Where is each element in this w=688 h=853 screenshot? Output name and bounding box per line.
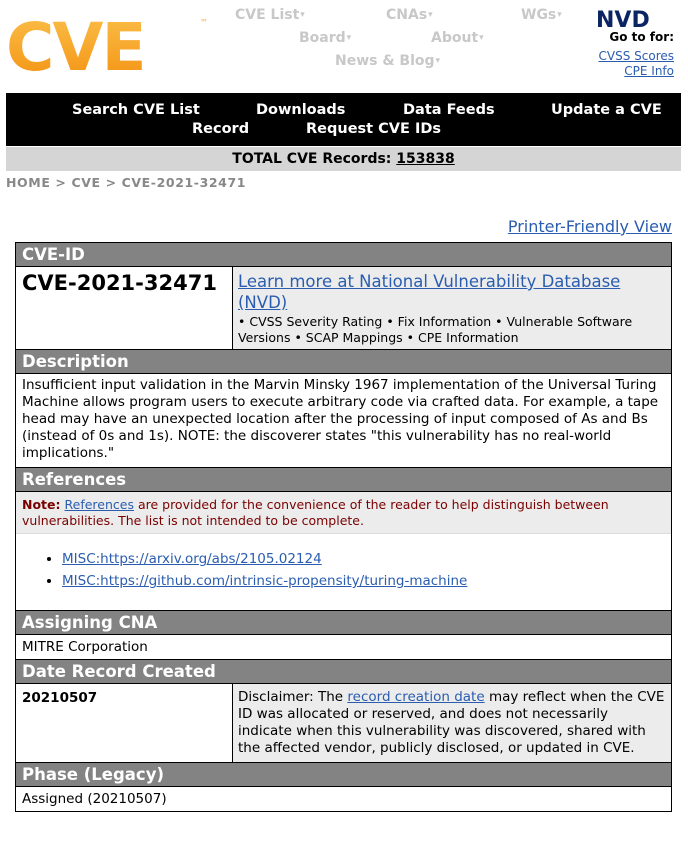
section-header-references: References (16, 468, 671, 492)
trademark-symbol: ™ (200, 18, 208, 27)
cve-id-value: CVE-2021-32471 (16, 267, 233, 349)
section-header-assigning-cna: Assigning CNA (16, 611, 671, 635)
nav-board[interactable]: Board▾ (299, 30, 352, 46)
chevron-down-icon: ▾ (479, 33, 484, 43)
list-item (62, 570, 665, 592)
references-list (22, 548, 665, 592)
phase-value: Assigned (20210507) (22, 791, 167, 807)
nav-wgs[interactable]: WGs▾ (521, 7, 562, 23)
section-header-date-created: Date Record Created (16, 660, 671, 684)
cve-logo-text: CVE (6, 18, 145, 74)
nvd-logo[interactable] (596, 7, 676, 29)
assigning-cna-row (16, 635, 671, 660)
nav-update-a-cve[interactable]: Update a CVE (551, 102, 662, 118)
total-records-count[interactable]: 153838 (396, 151, 455, 167)
date-disclaimer (233, 684, 671, 762)
reference-link[interactable]: MISC:https://github.com/intrinsic-propensity/turing-machine (62, 573, 468, 589)
nav-cve-list[interactable]: CVE List▾ (235, 7, 305, 23)
list-item (62, 548, 665, 570)
breadcrumb-current: CVE-2021-32471 (121, 175, 247, 190)
reference-link[interactable]: MISC:https://arxiv.org/abs/2105.02124 (62, 551, 322, 567)
cve-record-table (15, 242, 672, 812)
total-records-bar (6, 147, 681, 171)
nav-data-feeds[interactable]: Data Feeds (403, 102, 495, 118)
cve-logo[interactable] (6, 18, 212, 74)
section-header-description: Description (16, 350, 671, 374)
nav-news-blog[interactable]: News & Blog▾ (335, 53, 441, 69)
record-creation-date-link[interactable]: record creation date (347, 689, 485, 705)
chevron-down-icon: ▾ (557, 10, 562, 20)
references-list-container (16, 534, 671, 610)
cvss-scores-link[interactable]: CVSS Scores (598, 49, 674, 63)
assigning-cna-value: MITRE Corporation (22, 639, 148, 655)
printer-friendly-link[interactable]: Printer-Friendly View (507, 217, 672, 236)
total-records-label: TOTAL CVE Records: (232, 151, 392, 167)
cpe-info-link[interactable]: CPE Info (624, 64, 674, 78)
date-created-row (16, 684, 671, 763)
chevron-down-icon: ▾ (428, 10, 433, 20)
references-note (16, 492, 671, 534)
chevron-down-icon: ▾ (435, 56, 441, 66)
disclaimer-suffix: may reflect when the CVE ID was allocated or reserved, and does not necessarily indicate when this vulnerability was discovered, shared with the affected vendor, publicly disclosed, or updated in CVE. (238, 689, 665, 756)
main-nav-bar (6, 93, 681, 146)
section-header-cve-id: CVE-ID (16, 243, 671, 267)
nav-search-cve-list[interactable]: Search CVE List (72, 102, 200, 118)
section-header-phase: Phase (Legacy) (16, 763, 671, 787)
chevron-down-icon: ▾ (346, 33, 352, 43)
note-label: Note: (22, 497, 61, 512)
nav-update-a-cve-record[interactable]: Record (192, 121, 250, 137)
nvd-learn-more-link[interactable]: Learn more at National Vulnerability Database (NVD) (238, 272, 621, 312)
nvd-goto-label: Go to for: (609, 30, 674, 44)
note-text: are provided for the convenience of the reader to help distinguish between vulnerabilities. The list is not intended to be complete. (22, 497, 609, 528)
breadcrumb-home[interactable]: HOME (6, 175, 51, 190)
nav-about[interactable]: About▾ (431, 30, 484, 46)
nvd-logo-text: NVD (596, 8, 650, 29)
disclaimer-prefix: Disclaimer: The (238, 689, 348, 705)
description-row (16, 374, 671, 468)
nav-request-cve-ids[interactable]: Request CVE IDs (306, 121, 442, 137)
nvd-feature-list: • CVSS Severity Rating • Fix Information • Vulnerable Software Versions • SCAP Mappings • CPE Information (238, 314, 633, 345)
breadcrumb-separator: > (105, 175, 117, 190)
breadcrumb-cve[interactable]: CVE (71, 175, 101, 190)
description-text: Insufficient input validation in the Marvin Minsky 1967 implementation of the Universal Turing Machine allows program users to execute arbitrary code via crafted data. For example, a tape head may have an unexpected location after the processing of input composed of As and Bs (instead of 0s and 1s). NOTE: the discoverer states "this vulnerability has no real-world implications." (22, 377, 659, 461)
references-help-link[interactable]: References (64, 497, 134, 512)
breadcrumb (6, 175, 246, 190)
chevron-down-icon: ▾ (300, 10, 305, 20)
nav-downloads[interactable]: Downloads (256, 102, 346, 118)
nvd-info-cell (233, 267, 671, 349)
nav-cnas[interactable]: CNAs▾ (386, 7, 433, 23)
date-created-value: 20210507 (16, 684, 233, 762)
cve-id-row (16, 267, 671, 350)
breadcrumb-separator: > (55, 175, 67, 190)
phase-row (16, 787, 671, 811)
references-row (16, 492, 671, 611)
